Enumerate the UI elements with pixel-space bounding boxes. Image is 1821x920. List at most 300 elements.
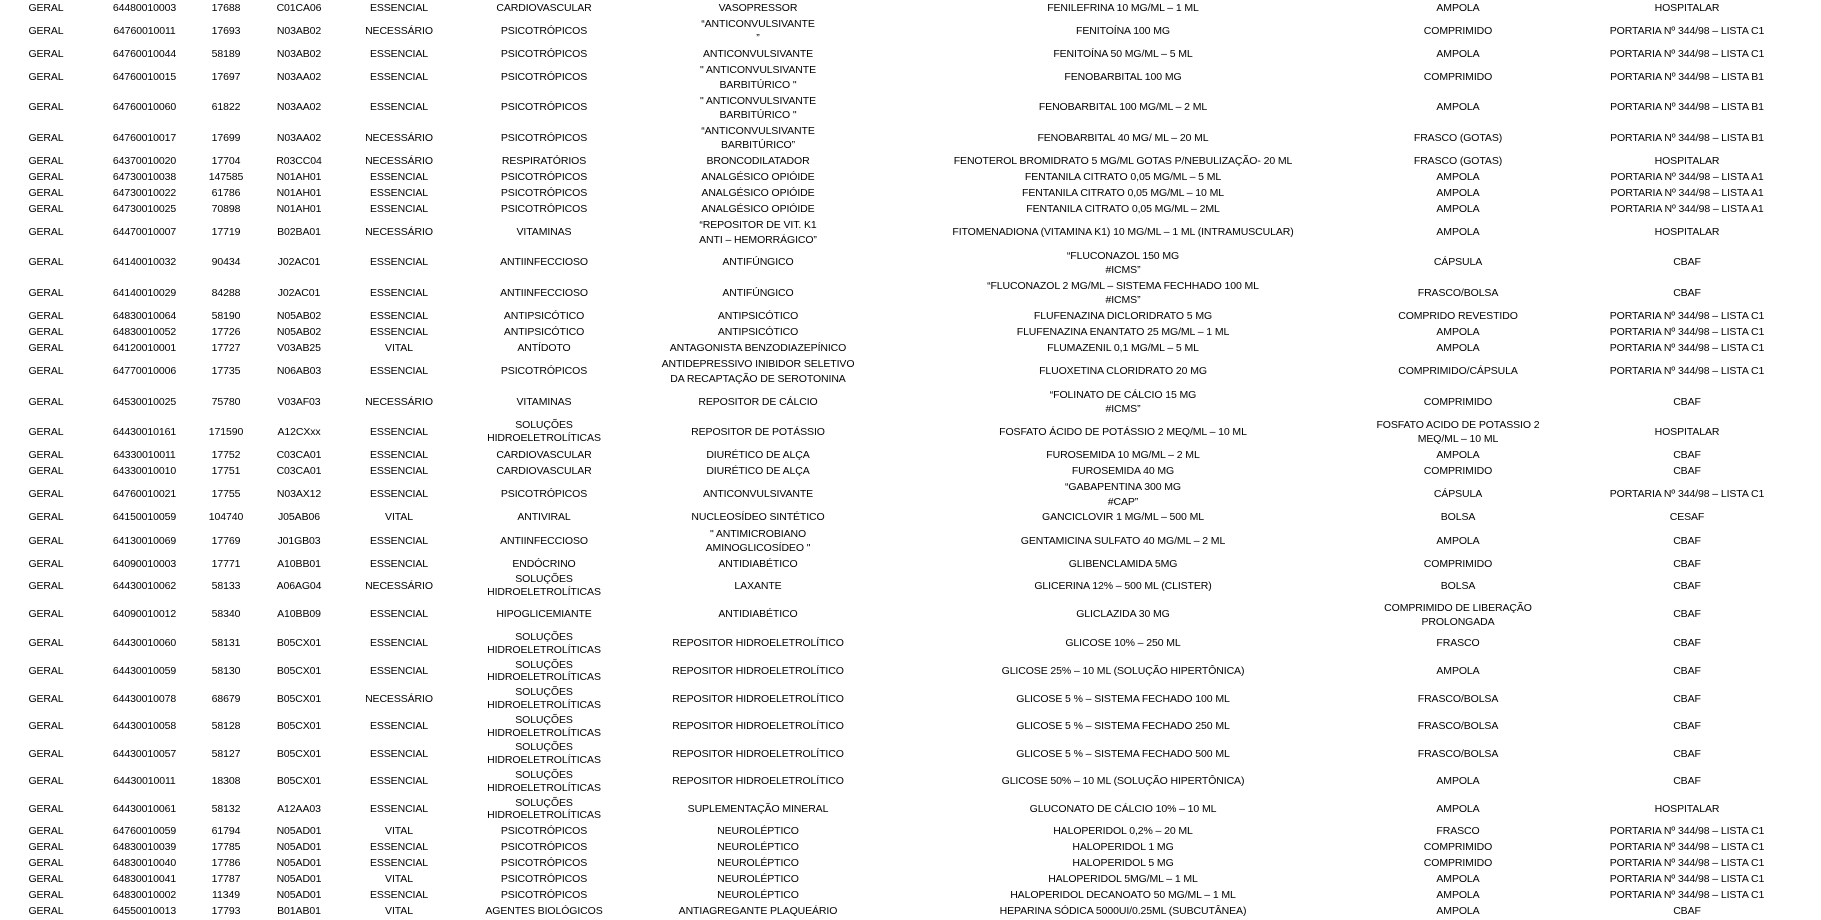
cell-prog: CBAF — [1673, 449, 1701, 462]
cell-desc: FLUFENAZINA DICLORIDRATO 5 MG — [1033, 310, 1213, 322]
cell-tipo: GERAL — [28, 824, 64, 837]
table-row — [0, 217, 1821, 247]
cell-prog: PORTARIA Nº 344/98 – LISTA C1 — [1609, 47, 1765, 60]
cell-grupo: ANTÍDOTO — [517, 342, 571, 354]
cell-prog: PORTARIA Nº 344/98 – LISTA B1 — [1610, 101, 1764, 114]
cell-cod2: 17786 — [211, 856, 241, 869]
cell-forma: AMPOLA — [1436, 202, 1480, 215]
cell-codigo: 64430010062 — [112, 579, 177, 592]
cell-atc: N05AD01 — [276, 840, 322, 853]
cell-cod2: 70898 — [211, 202, 241, 215]
cell-atc: B02BA01 — [277, 226, 321, 239]
cell-grupo: PSICOTRÓPICOS — [500, 202, 588, 215]
cell-prog: CBAF — [1673, 395, 1701, 408]
cell-desc: GLICERINA 12% – 500 ML (CLISTER) — [1034, 579, 1212, 592]
cell-atc: R03CC04 — [276, 154, 322, 167]
cell-codigo: 64550010013 — [112, 904, 177, 917]
cell-forma: FRASCO (GOTAS) — [1413, 131, 1503, 144]
cell-forma: AMPOLA — [1436, 872, 1480, 885]
cell-codigo: 64730010022 — [112, 186, 177, 199]
cell-subgrupo: REPOSITOR HIDROELETROLÍTICO — [672, 775, 844, 788]
cell-atc: V03AB25 — [277, 342, 321, 354]
cell-atc: V03AF03 — [277, 395, 321, 408]
table-row — [0, 324, 1821, 340]
cell-atc: J01GB03 — [277, 534, 321, 547]
cell-forma: COMPRIMIDO — [1423, 465, 1493, 478]
cell-subgrupo: ANTIPSICÓTICO — [717, 326, 799, 338]
cell-cod2: 17752 — [211, 449, 241, 462]
cell-grupo: SOLUÇÕES HIDROELETROLÍTICAS — [487, 796, 601, 822]
cell-prog: HOSPITALAR — [1654, 425, 1720, 438]
cell-prog: CBAF — [1673, 557, 1701, 570]
cell-desc: GLIBENCLAMIDA 5MG — [1068, 557, 1178, 570]
cell-forma: COMPRIMIDO — [1423, 395, 1493, 408]
cell-subgrupo: “REPOSITOR DE VIT. K1 ANTI – HEMORRÁGICO” — [699, 219, 817, 246]
cell-tipo: GERAL — [28, 465, 64, 478]
cell-atc: N05AB02 — [276, 310, 322, 322]
cell-prog: PORTARIA Nº 344/98 – LISTA C1 — [1609, 342, 1765, 354]
cell-forma: AMPOLA — [1436, 775, 1480, 788]
cell-tipo: GERAL — [28, 47, 64, 60]
table-row — [0, 248, 1821, 278]
cell-prog: CBAF — [1673, 692, 1701, 705]
cell-grupo: PSICOTRÓPICOS — [500, 872, 588, 885]
cell-tipo: GERAL — [28, 775, 64, 788]
cell-atc: N03AA02 — [276, 71, 322, 84]
cell-codigo: 64150010059 — [112, 511, 177, 524]
cell-classif: ESSENCIAL — [369, 840, 429, 853]
cell-prog: CBAF — [1673, 720, 1701, 733]
cell-tipo: GERAL — [28, 286, 64, 299]
cell-tipo: GERAL — [28, 395, 64, 408]
table-row — [0, 871, 1821, 887]
table-row — [0, 572, 1821, 600]
cell-codigo: 64760010044 — [112, 47, 177, 60]
cell-tipo: GERAL — [28, 637, 64, 650]
cell-codigo: 64330010010 — [112, 465, 177, 478]
cell-classif: ESSENCIAL — [369, 425, 429, 438]
cell-classif: ESSENCIAL — [369, 71, 429, 84]
cell-forma: AMPOLA — [1436, 170, 1480, 183]
cell-tipo: GERAL — [28, 747, 64, 760]
cell-cod2: 58340 — [211, 608, 241, 621]
cell-classif: ESSENCIAL — [369, 534, 429, 547]
cell-codigo: 64830010041 — [112, 872, 177, 885]
cell-classif: ESSENCIAL — [369, 465, 429, 478]
cell-cod2: 17727 — [211, 342, 241, 354]
cell-atc: B01AB01 — [277, 904, 321, 917]
cell-prog: CBAF — [1673, 534, 1701, 547]
cell-prog: CBAF — [1673, 904, 1701, 917]
cell-atc: N05AD01 — [276, 888, 322, 901]
cell-classif: ESSENCIAL — [369, 488, 429, 501]
cell-grupo: SOLUÇÕES HIDROELETROLÍTICAS — [487, 658, 601, 684]
cell-forma: BOLSA — [1440, 511, 1476, 524]
cell-codigo: 64760010021 — [112, 488, 177, 501]
cell-cod2: 75780 — [211, 395, 241, 408]
table-row — [0, 0, 1821, 16]
cell-cod2: 58131 — [211, 637, 241, 650]
cell-tipo: GERAL — [28, 71, 64, 84]
cell-cod2: 17785 — [211, 840, 241, 853]
cell-atc: C03CA01 — [276, 449, 322, 462]
cell-cod2: 17793 — [211, 904, 241, 917]
cell-desc: GLICOSE 25% – 10 ML (SOLUÇÃO HIPERTÔNICA) — [1001, 665, 1245, 678]
cell-grupo: SOLUÇÕES HIDROELETROLÍTICAS — [487, 419, 601, 445]
cell-desc: GENTAMICINA SULFATO 40 MG/ML – 2 ML — [1020, 534, 1226, 547]
table-row — [0, 630, 1821, 658]
table-row — [0, 62, 1821, 92]
cell-grupo: SOLUÇÕES HIDROELETROLÍTICAS — [487, 713, 601, 739]
cell-desc: FENOBARBITAL 100 MG — [1064, 71, 1182, 84]
cell-grupo: CARDIOVASCULAR — [496, 465, 592, 478]
cell-forma: AMPOLA — [1436, 888, 1480, 901]
cell-subgrupo: SUPLEMENTAÇÃO MINERAL — [687, 803, 829, 816]
cell-forma: COMPRIMIDO — [1423, 71, 1493, 84]
cell-desc: FENOBARBITAL 100 MG/ML – 2 ML — [1038, 101, 1208, 114]
cell-prog: PORTARIA Nº 344/98 – LISTA C1 — [1609, 310, 1765, 322]
table-row — [0, 740, 1821, 768]
cell-tipo: GERAL — [28, 534, 64, 547]
cell-tipo: GERAL — [28, 365, 64, 378]
cell-subgrupo: NEUROLÉPTICO — [717, 840, 799, 853]
cell-desc: GLICOSE 5 % – SISTEMA FECHADO 100 ML — [1016, 692, 1230, 705]
cell-atc: A06AG04 — [276, 579, 322, 592]
cell-subgrupo: ANTICONVULSIVANTE — [702, 47, 814, 60]
cell-classif: NECESSÁRIO — [365, 131, 433, 144]
cell-classif: NECESSÁRIO — [365, 395, 433, 408]
cell-classif: ESSENCIAL — [369, 310, 429, 322]
cell-classif: VITAL — [385, 824, 413, 837]
cell-atc: J05AB06 — [278, 511, 320, 524]
cell-subgrupo: REPOSITOR DE POTÁSSIO — [691, 425, 825, 438]
cell-desc: FITOMENADIONA (VITAMINA K1) 10 MG/ML – 1 ML (INTRAMUSCULAR) — [952, 226, 1294, 239]
table-row — [0, 169, 1821, 185]
cell-prog: PORTARIA Nº 344/98 – LISTA A1 — [1610, 170, 1764, 183]
table-row — [0, 903, 1821, 919]
cell-forma: AMPOLA — [1436, 803, 1480, 816]
cell-codigo: 64140010032 — [112, 256, 177, 269]
cell-classif: ESSENCIAL — [369, 608, 429, 621]
cell-classif: ESSENCIAL — [369, 186, 429, 199]
cell-prog: PORTARIA Nº 344/98 – LISTA A1 — [1610, 202, 1764, 215]
cell-subgrupo: ANTAGONISTA BENZODIAZEPÍNICO — [669, 342, 847, 354]
cell-desc: FLUOXETINA CLORIDRATO 20 MG — [1039, 365, 1207, 378]
cell-atc: A10BB09 — [277, 608, 321, 621]
cell-cod2: 17755 — [211, 488, 241, 501]
cell-desc: FLUFENAZINA ENANTATO 25 MG/ML – 1 ML — [1016, 326, 1230, 338]
cell-cod2: 68679 — [211, 692, 241, 705]
cell-forma: AMPOLA — [1436, 534, 1480, 547]
cell-classif: ESSENCIAL — [369, 449, 429, 462]
cell-cod2: 90434 — [211, 256, 241, 269]
cell-cod2: 17697 — [211, 71, 241, 84]
cell-grupo: VITAMINAS — [516, 395, 572, 408]
table-row — [0, 387, 1821, 417]
cell-classif: ESSENCIAL — [369, 256, 429, 269]
cell-atc: B05CX01 — [276, 637, 322, 650]
cell-prog: CBAF — [1673, 608, 1701, 621]
cell-prog: HOSPITALAR — [1654, 154, 1720, 167]
cell-tipo: GERAL — [28, 256, 64, 269]
cell-tipo: GERAL — [28, 557, 64, 570]
cell-atc: A10BB01 — [277, 557, 321, 570]
cell-forma: COMPRIMIDO — [1423, 24, 1493, 37]
cell-classif: ESSENCIAL — [369, 286, 429, 299]
cell-cod2: 104740 — [208, 511, 244, 524]
cell-tipo: GERAL — [28, 579, 64, 592]
cell-prog: PORTARIA Nº 344/98 – LISTA C1 — [1609, 824, 1765, 837]
cell-codigo: 64760010060 — [112, 101, 177, 114]
cell-prog: PORTARIA Nº 344/98 – LISTA C1 — [1609, 326, 1765, 338]
cell-subgrupo: “ANTICONVULSIVANTE ” — [701, 18, 815, 45]
cell-atc: A12AA03 — [277, 803, 321, 816]
cell-desc: GLICOSE 5 % – SISTEMA FECHADO 500 ML — [1016, 747, 1230, 760]
cell-codigo: 64430010057 — [112, 747, 177, 760]
cell-forma: FRASCO (GOTAS) — [1413, 154, 1503, 167]
cell-prog: CESAF — [1669, 511, 1705, 524]
table-row — [0, 526, 1821, 556]
cell-subgrupo: VASOPRESSOR — [718, 1, 798, 14]
cell-desc: HALOPERIDOL 0,2% – 20 ML — [1053, 824, 1193, 837]
cell-tipo: GERAL — [28, 226, 64, 239]
cell-classif: ESSENCIAL — [369, 637, 429, 650]
cell-grupo: CARDIOVASCULAR — [496, 1, 592, 14]
cell-forma: COMPRIMIDO — [1423, 840, 1493, 853]
cell-cod2: 17693 — [211, 24, 241, 37]
cell-codigo: 64530010025 — [112, 395, 177, 408]
cell-codigo: 64830010040 — [112, 856, 177, 869]
cell-forma: AMPOLA — [1436, 1, 1480, 14]
cell-classif: ESSENCIAL — [369, 47, 429, 60]
cell-forma: AMPOLA — [1436, 904, 1480, 917]
cell-codigo: 64470010007 — [112, 226, 177, 239]
cell-atc: A12CXxx — [277, 425, 321, 438]
cell-subgrupo: ANALGÉSICO OPIÓIDE — [701, 186, 815, 199]
cell-tipo: GERAL — [28, 856, 64, 869]
cell-codigo: 64730010038 — [112, 170, 177, 183]
cell-prog: CBAF — [1673, 747, 1701, 760]
table-row — [0, 278, 1821, 308]
cell-cod2: 17751 — [211, 465, 241, 478]
cell-grupo: PSICOTRÓPICOS — [500, 131, 588, 144]
cell-subgrupo: ANTIFÚNGICO — [722, 286, 794, 299]
cell-subgrupo: ANTIDIABÉTICO — [718, 557, 798, 570]
cell-subgrupo: REPOSITOR HIDROELETROLÍTICO — [672, 637, 844, 650]
cell-cod2: 17688 — [211, 1, 241, 14]
cell-grupo: SOLUÇÕES HIDROELETROLÍTICAS — [487, 769, 601, 794]
cell-grupo: ANTIPSICÓTICO — [503, 326, 585, 338]
cell-tipo: GERAL — [28, 202, 64, 215]
cell-atc: J02AC01 — [277, 256, 321, 269]
cell-cod2: 84288 — [211, 286, 241, 299]
cell-desc: FENITOÍNA 100 MG — [1076, 24, 1170, 37]
cell-forma: CÁPSULA — [1433, 488, 1483, 501]
cell-subgrupo: DIURÉTICO DE ALÇA — [706, 449, 810, 462]
cell-prog: CBAF — [1673, 775, 1701, 788]
cell-prog: HOSPITALAR — [1654, 226, 1720, 239]
cell-desc: FUROSEMIDA 10 MG/ML – 2 ML — [1046, 449, 1200, 462]
cell-desc: HALOPERIDOL 5MG/ML – 1 ML — [1048, 872, 1198, 885]
table-row — [0, 685, 1821, 713]
table-row — [0, 479, 1821, 509]
cell-grupo: SOLUÇÕES HIDROELETROLÍTICAS — [487, 631, 601, 656]
cell-codigo: 64430010161 — [112, 425, 177, 438]
table-row — [0, 658, 1821, 686]
cell-atc: N05AB02 — [276, 326, 322, 338]
table-row — [0, 93, 1821, 123]
cell-grupo: PSICOTRÓPICOS — [500, 47, 588, 60]
table-row — [0, 417, 1821, 447]
cell-cod2: 17771 — [211, 557, 241, 570]
cell-grupo: ANTIINFECCIOSO — [500, 534, 588, 547]
cell-tipo: GERAL — [28, 170, 64, 183]
cell-codigo: 64430010011 — [113, 775, 176, 788]
cell-forma: FRASCO/BOLSA — [1417, 692, 1499, 705]
cell-codigo: 64140010029 — [112, 286, 177, 299]
cell-tipo: GERAL — [28, 665, 64, 678]
cell-desc: FENOBARBITAL 40 MG/ ML – 20 ML — [1037, 131, 1209, 144]
cell-subgrupo: “ANTICONVULSIVANTE BARBITÚRICO” — [701, 125, 815, 152]
cell-desc: “FOLINATO DE CÁLCIO 15 MG #ICMS” — [1049, 388, 1197, 415]
cell-grupo: SOLUÇÕES HIDROELETROLÍTICAS — [487, 741, 601, 767]
cell-classif: ESSENCIAL — [369, 803, 429, 816]
cell-codigo: 64430010058 — [112, 720, 177, 733]
cell-classif: VITAL — [385, 511, 413, 524]
cell-atc: C03CA01 — [276, 465, 322, 478]
cell-tipo: GERAL — [28, 608, 64, 621]
cell-cod2: 17719 — [211, 226, 241, 239]
cell-classif: ESSENCIAL — [369, 720, 429, 733]
cell-subgrupo: REPOSITOR HIDROELETROLÍTICO — [672, 692, 844, 705]
cell-grupo: PSICOTRÓPICOS — [500, 824, 588, 837]
cell-subgrupo: " ANTIMICROBIANO AMINOGLICOSÍDEO " — [705, 527, 811, 554]
cell-subgrupo: " ANTICONVULSIVANTE BARBITÚRICO " — [700, 94, 816, 121]
cell-cod2: 17769 — [211, 534, 241, 547]
cell-desc: FOSFATO ÁCIDO DE POTÁSSIO 2 MEQ/ML – 10 ML — [999, 425, 1247, 438]
cell-atc: N03AA02 — [276, 101, 322, 114]
cell-cod2: 17704 — [211, 154, 241, 167]
cell-prog: PORTARIA Nº 344/98 – LISTA C1 — [1609, 365, 1765, 378]
cell-atc: B05CX01 — [276, 692, 322, 705]
cell-forma: AMPOLA — [1436, 101, 1480, 114]
cell-atc: N03AB02 — [276, 24, 322, 37]
cell-classif: ESSENCIAL — [369, 101, 429, 114]
cell-tipo: GERAL — [28, 342, 64, 354]
cell-tipo: GERAL — [28, 888, 64, 901]
cell-prog: CBAF — [1673, 465, 1701, 478]
cell-forma: FRASCO — [1436, 637, 1480, 650]
cell-grupo: ANTIINFECCIOSO — [500, 256, 588, 269]
cell-grupo: PSICOTRÓPICOS — [500, 170, 588, 183]
cell-forma: BOLSA — [1440, 579, 1476, 592]
cell-cod2: 171590 — [208, 425, 244, 438]
cell-desc: FENTANILA CITRATO 0,05 MG/ML – 10 ML — [1022, 186, 1224, 199]
cell-subgrupo: ANALGÉSICO OPIÓIDE — [701, 202, 815, 215]
cell-classif: ESSENCIAL — [369, 775, 429, 788]
cell-codigo: 64760010059 — [112, 824, 177, 837]
cell-atc: N06AB03 — [276, 365, 322, 378]
cell-subgrupo: REPOSITOR DE CÁLCIO — [698, 395, 818, 408]
cell-tipo: GERAL — [28, 803, 64, 816]
cell-atc: C01CA06 — [276, 1, 322, 14]
cell-atc: N05AD01 — [276, 872, 322, 885]
cell-subgrupo: ANTICONVULSIVANTE — [702, 488, 814, 501]
table-row — [0, 713, 1821, 741]
table-row — [0, 796, 1821, 824]
cell-classif: NECESSÁRIO — [365, 154, 433, 167]
cell-grupo: RESPIRATÓRIOS — [501, 154, 587, 167]
cell-atc: B05CX01 — [276, 665, 322, 678]
cell-prog: PORTARIA Nº 344/98 – LISTA C1 — [1609, 840, 1765, 853]
cell-tipo: GERAL — [28, 186, 64, 199]
cell-codigo: 64090010012 — [112, 608, 177, 621]
cell-tipo: GERAL — [28, 488, 64, 501]
cell-prog: PORTARIA Nº 344/98 – LISTA B1 — [1610, 131, 1764, 144]
cell-desc: “FLUCONAZOL 150 MG #ICMS” — [1066, 249, 1180, 276]
cell-desc: HALOPERIDOL 1 MG — [1072, 840, 1174, 853]
cell-grupo: PSICOTRÓPICOS — [500, 365, 588, 378]
cell-codigo: 64430010078 — [112, 692, 177, 705]
cell-desc: FENOTEROL BROMIDRATO 5 MG/ML GOTAS P/NEBULIZAÇÃO- 20 ML — [953, 154, 1293, 167]
cell-grupo: HIPOGLICEMIANTE — [496, 608, 592, 621]
cell-forma: COMPRIMIDO — [1423, 557, 1493, 570]
cell-codigo: 64760010011 — [113, 24, 176, 37]
cell-grupo: AGENTES BIOLÓGICOS — [485, 904, 603, 917]
cell-atc: N01AH01 — [276, 170, 322, 183]
cell-atc: J02AC01 — [277, 286, 321, 299]
cell-atc: N01AH01 — [276, 186, 322, 199]
cell-desc: GLICOSE 50% – 10 ML (SOLUÇÃO HIPERTÔNICA) — [1001, 775, 1245, 788]
cell-cod2: 58190 — [211, 310, 241, 322]
cell-desc: GLICOSE 5 % – SISTEMA FECHADO 250 ML — [1016, 720, 1230, 733]
cell-cod2: 17787 — [211, 872, 241, 885]
cell-atc: N03AA02 — [276, 131, 322, 144]
cell-forma: FRASCO/BOLSA — [1417, 286, 1499, 299]
cell-codigo: 64330010011 — [113, 449, 176, 462]
cell-cod2: 61794 — [211, 824, 241, 837]
cell-classif: ESSENCIAL — [369, 665, 429, 678]
cell-codigo: 64120010001 — [112, 342, 177, 354]
cell-cod2: 61786 — [211, 186, 241, 199]
cell-tipo: GERAL — [28, 310, 64, 322]
cell-grupo: SOLUÇÕES HIDROELETROLÍTICAS — [487, 573, 601, 598]
cell-desc: HALOPERIDOL DECANOATO 50 MG/ML – 1 ML — [1010, 888, 1236, 901]
cell-codigo: 64430010060 — [112, 637, 177, 650]
cell-codigo: 64130010069 — [112, 534, 177, 547]
cell-atc: B05CX01 — [276, 747, 322, 760]
cell-subgrupo: ANTIAGREGANTE PLAQUEÁRIO — [678, 904, 838, 917]
table-row — [0, 463, 1821, 479]
cell-subgrupo: ANTIDIABÉTICO — [718, 608, 798, 621]
cell-grupo: ANTIVIRAL — [517, 511, 571, 524]
cell-codigo: 64480010003 — [112, 1, 177, 14]
cell-prog: CBAF — [1673, 256, 1701, 269]
cell-forma: AMPOLA — [1436, 326, 1480, 338]
cell-tipo: GERAL — [28, 101, 64, 114]
cell-cod2: 58127 — [211, 747, 241, 760]
cell-subgrupo: REPOSITOR HIDROELETROLÍTICO — [672, 720, 844, 733]
cell-forma: AMPOLA — [1436, 449, 1480, 462]
cell-desc: “FLUCONAZOL 2 MG/ML – SISTEMA FECHHADO 100 ML #ICMS” — [987, 280, 1259, 307]
cell-tipo: GERAL — [28, 131, 64, 144]
cell-subgrupo: DIURÉTICO DE ALÇA — [706, 465, 810, 478]
cell-classif: ESSENCIAL — [369, 202, 429, 215]
cell-prog: PORTARIA Nº 344/98 – LISTA C1 — [1609, 856, 1765, 869]
cell-cod2: 17699 — [211, 131, 241, 144]
cell-desc: FENITOÍNA 50 MG/ML – 5 ML — [1053, 47, 1193, 60]
cell-tipo: GERAL — [28, 425, 64, 438]
